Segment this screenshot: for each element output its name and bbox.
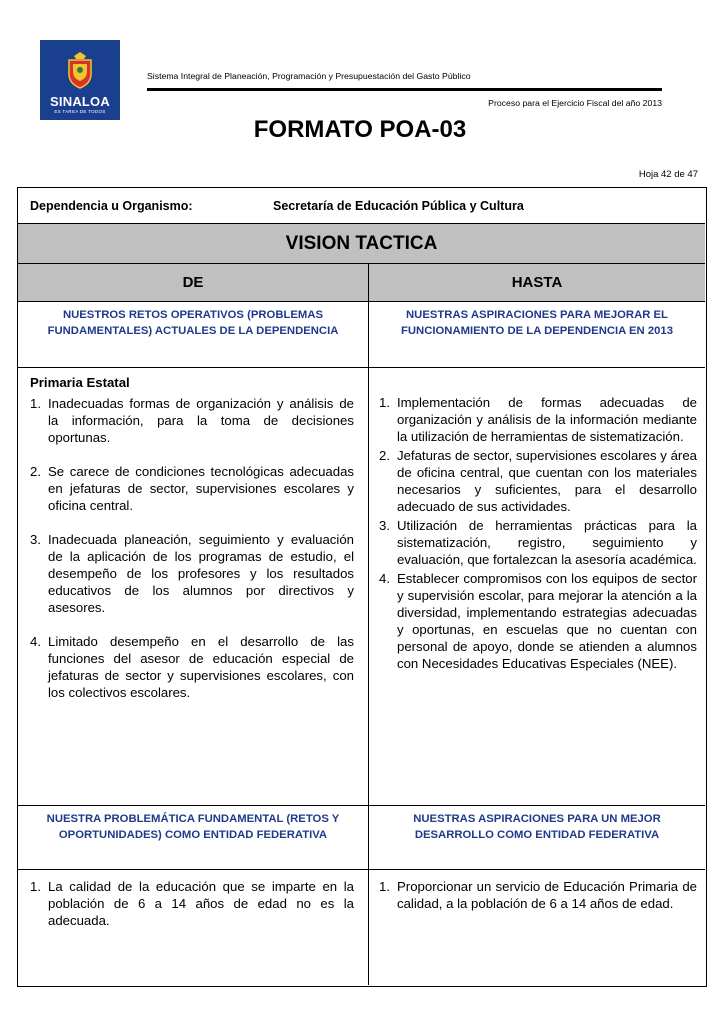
dependency-value: Secretaría de Educación Pública y Cultura <box>273 199 524 213</box>
challenges-list <box>30 395 354 701</box>
logo-tagline: ES TAREA DE TODOS <box>54 109 106 114</box>
logo-brand-text: SINALOA <box>50 94 110 109</box>
operational-challenges-title: NUESTROS RETOS OPERATIVOS (PROBLEMAS FUNDAMENTALES) ACTUALES DE LA DEPENDENCIA <box>18 302 369 368</box>
poa-form-table <box>17 187 707 987</box>
header-rule <box>147 88 662 91</box>
dependency-label: Dependencia u Organismo: <box>30 199 193 213</box>
list-item: 4. Establecer compromisos con los equipos de sector y supervisión escolar, para mejorar la atención a la diversidad, implementando estrategias adecuadas y oportunas, en escuelas que no cuentan con personal de apoyo, donde se atienden a alumnos con Necesidades Educativas Especiales (NEE). <box>379 571 697 671</box>
list-item: 4. Limitado desempeño en el desarrollo de las funciones del asesor de educación especial de jefaturas de sector y supervisiones escolares, con los colectivos escolares. <box>30 634 354 700</box>
state-problems-list <box>30 878 354 929</box>
dependency-row <box>18 188 705 224</box>
list-item: 3. Utilización de herramientas prácticas para la sistematización, registro, seguimiento y evaluación, que fortalezcan la asesoría académica. <box>379 518 697 567</box>
column-header-to: HASTA <box>369 264 705 302</box>
coat-of-arms-icon <box>64 50 96 90</box>
page-number: Hoja 42 de 47 <box>638 169 698 180</box>
aspirations-cell <box>369 368 705 806</box>
state-problems-title: NUESTRA PROBLEMÁTICA FUNDAMENTAL (RETOS Y OPORTUNIDADES) COMO ENTIDAD FEDERATIVA <box>18 806 369 870</box>
sinaloa-logo <box>40 40 120 120</box>
list-item: 2. Se carece de condiciones tecnológicas adecuadas en jefaturas de sector, supervisiones escolares y oficina central. <box>30 464 354 513</box>
list-item: 1. Implementación de formas adecuadas de organización y análisis de la información mediante la utilización de herramientas de sistematización. <box>379 395 697 444</box>
column-header-from: DE <box>18 264 369 302</box>
process-label: Proceso para el Ejercicio Fiscal del año 2013 <box>488 98 662 108</box>
state-aspirations-cell <box>369 870 705 985</box>
list-item: 3. Inadecuada planeación, seguimiento y evaluación de la aplicación de los programas de estudio, el desempeño de los profesores y los resultados educativos de los alumnos por directivos y asesores. <box>30 532 354 615</box>
state-problems-cell <box>18 870 369 985</box>
aspirations-list <box>379 394 697 672</box>
challenges-cell <box>18 368 369 806</box>
list-item: 1. La calidad de la educación que se imparte en la población de 6 a 14 años de edad no es la adecuada. <box>30 879 354 928</box>
aspirations-title: NUESTRAS ASPIRACIONES PARA MEJORAR EL FUNCIONAMIENTO DE LA DEPENDENCIA EN 2013 <box>369 302 705 368</box>
list-item: 1. Proporcionar un servicio de Educación Primaria de calidad, a la población de 6 a 14 años de edad. <box>379 879 697 911</box>
system-title: Sistema Integral de Planeación, Programación y Presupuestación del Gasto Público <box>147 71 471 81</box>
list-item: 2. Jefaturas de sector, supervisiones escolares y área de oficina central, que cuentan con los materiales necesarios y suficientes, para el desarrollo adecuado de sus actividades. <box>379 448 697 514</box>
state-aspirations-list <box>379 878 697 912</box>
program-heading: Primaria Estatal <box>30 375 130 390</box>
list-item: 1. Inadecuadas formas de organización y análisis de la información, para la toma de decisiones oportunas. <box>30 396 354 445</box>
format-title: FORMATO POA-03 <box>253 116 467 143</box>
vision-title: VISION TACTICA <box>18 224 705 264</box>
state-aspirations-title: NUESTRAS ASPIRACIONES PARA UN MEJOR DESARROLLO COMO ENTIDAD FEDERATIVA <box>369 806 705 870</box>
